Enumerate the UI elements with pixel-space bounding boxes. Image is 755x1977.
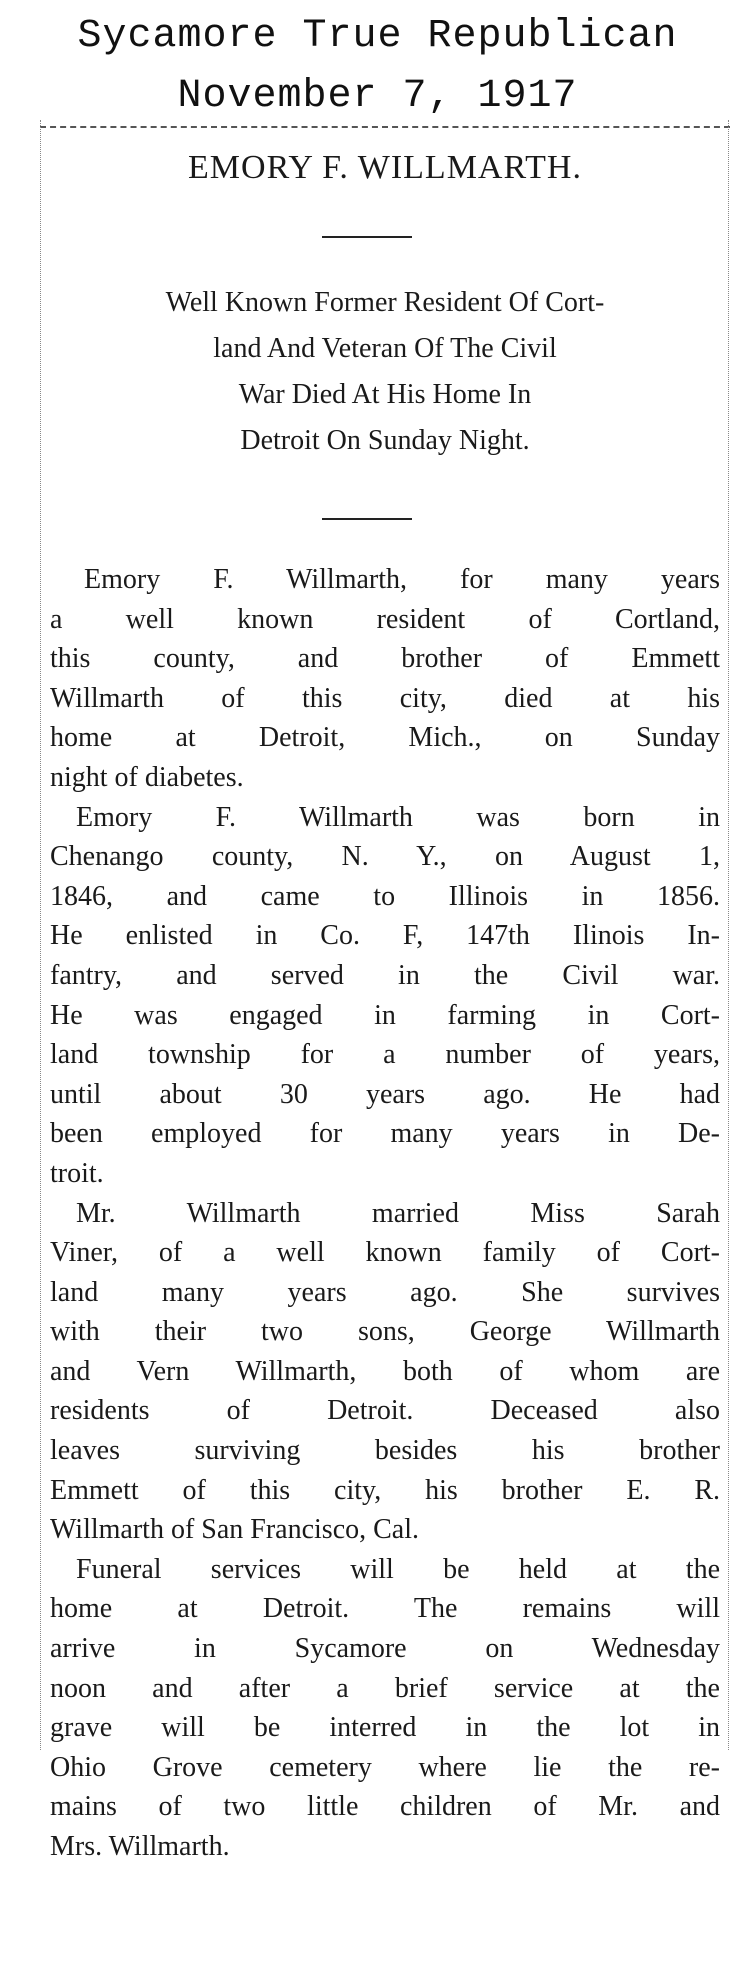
body-line: with their two sons, George Willmarth xyxy=(50,1316,720,1348)
body-line: residents of Detroit. Deceased also xyxy=(50,1395,720,1427)
body-line: Mrs. Willmarth. xyxy=(50,1831,230,1862)
paper-name: Sycamore True Republican xyxy=(77,14,678,59)
body-line: Viner, of a well known family of Cort- xyxy=(50,1237,720,1269)
body-line: until about 30 years ago. He had xyxy=(50,1078,720,1110)
body-line: this county, and brother of Emmett xyxy=(50,643,720,675)
article-deck xyxy=(50,280,720,464)
body-line: Willmarth of this city, died at his xyxy=(50,682,720,714)
body-line: a well known resident of Cortland, xyxy=(50,603,720,635)
body-line: Emory F. Willmarth, for many years xyxy=(84,564,720,595)
headline-rule xyxy=(322,236,412,238)
body-line: Mr. Willmarth married Miss Sarah xyxy=(76,1197,720,1229)
body-line: mains of two little children of Mr. and xyxy=(50,1791,720,1823)
body-line: He was engaged in farming in Cort- xyxy=(50,999,720,1031)
body-line: been employed for many years in De- xyxy=(50,1118,720,1150)
deck-line: land And Veteran Of The Civil xyxy=(213,333,557,364)
body-line: He enlisted in Co. F, 147th Ilinois In- xyxy=(50,920,720,952)
column-right-edge xyxy=(728,120,729,1750)
body-line: fantry, and served in the Civil war. xyxy=(50,959,720,991)
body-line: land many years ago. She survives xyxy=(50,1276,720,1308)
body-line: Emmett of this city, his brother E. R. xyxy=(50,1474,720,1506)
body-line: 1846, and came to Illinois in 1856. xyxy=(50,880,720,912)
body-line: noon and after a brief service at the xyxy=(50,1672,720,1704)
deck-line: War Died At His Home In xyxy=(238,379,532,410)
body-line: Ohio Grove cemetery where lie the re- xyxy=(50,1751,720,1783)
body-line: night of diabetes. xyxy=(50,761,244,793)
body-line: home at Detroit. The remains will xyxy=(50,1593,720,1625)
deck-line: Detroit On Sunday Night. xyxy=(240,425,530,456)
body-line: Emory F. Willmarth was born in xyxy=(76,801,720,833)
body-line: land township for a number of years, xyxy=(50,1039,720,1071)
body-line: troit. xyxy=(50,1157,104,1189)
body-line: grave will be interred in the lot in xyxy=(50,1712,720,1744)
column-left-edge xyxy=(40,120,41,1750)
body-line: and Vern Willmarth, both of whom are xyxy=(50,1355,720,1387)
body-line: Funeral services will be held at the xyxy=(76,1553,720,1585)
article-body xyxy=(50,560,720,1867)
deck-line: Well Known Former Resident Of Cort- xyxy=(165,287,605,318)
article-headline: EMORY F. WILLMARTH. xyxy=(188,149,582,186)
body-line: arrive in Sycamore on Wednesday xyxy=(50,1633,720,1665)
body-line: Willmarth of San Francisco, Cal. xyxy=(50,1514,420,1546)
deck-rule xyxy=(322,518,412,520)
masthead-divider xyxy=(40,126,730,128)
publication-date: November 7, 1917 xyxy=(177,74,578,119)
body-line: Chenango county, N. Y., on August 1, xyxy=(50,841,720,873)
body-line: home at Detroit, Mich., on Sunday xyxy=(50,722,720,754)
body-line: leaves surviving besides his brother xyxy=(50,1435,720,1467)
